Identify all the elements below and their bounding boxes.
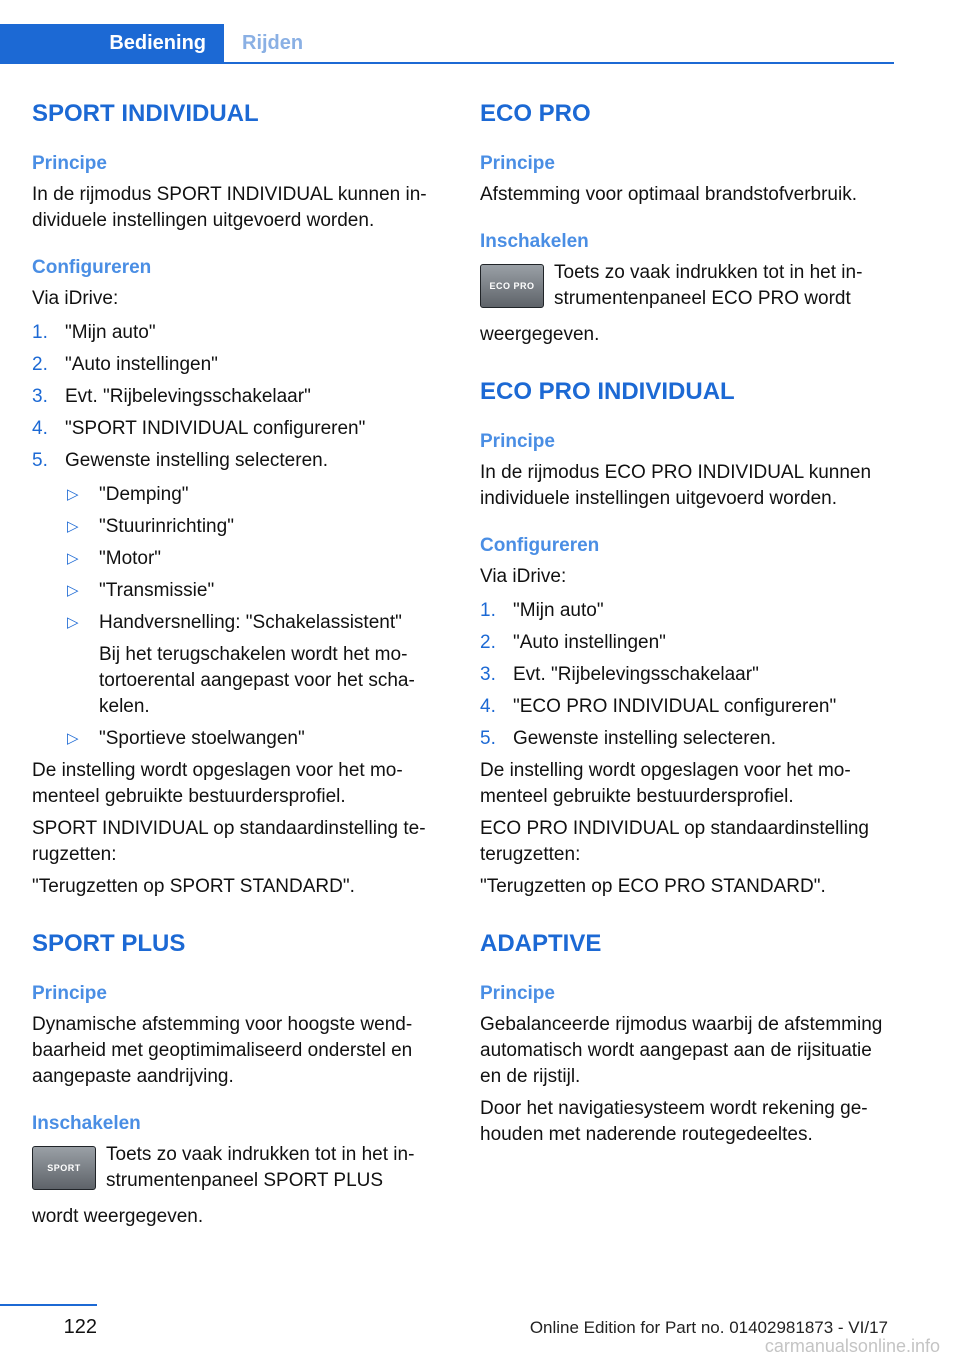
button-instruction-text: Toets zo vaak indrukken tot in het instrumentenpaneel SPORT PLUS [106, 1144, 415, 1191]
right-column [480, 98, 896, 1154]
step-text: Evt. "Rijbelevingsschakelaar" [513, 664, 759, 685]
saved-text: De instelling wordt opgeslagen voor het momenteel gebruikte bestuurdersprofiel. [32, 760, 403, 807]
step-text: "Auto instellingen" [513, 632, 666, 653]
list-item [32, 352, 448, 378]
triangle-bullet-icon: ▷ [67, 518, 79, 535]
suboption-text: "Demping" [99, 484, 189, 505]
reset-text: SPORT INDIVIDUAL op standaardinstelling terugzetten: [32, 818, 426, 865]
left-column [32, 98, 448, 1236]
reset-option: "Terugzetten op ECO PRO STANDARD". [480, 876, 826, 897]
heading-principe: Principe [32, 983, 107, 1004]
step-text: "ECO PRO INDIVIDUAL configureren" [513, 696, 837, 717]
step-text: Gewenste instelling selecteren. [65, 450, 328, 471]
button-instruction-continued: weergegeven. [480, 324, 600, 345]
watermark: carmanualsonline.info [764, 1336, 940, 1356]
triangle-bullet-icon: ▷ [67, 550, 79, 567]
step-number: 5. [480, 728, 496, 749]
principe-text: Gebalanceerde rijmodus waarbij de afstemming automatisch wordt aangepast aan de rijsituatie en de rijstijl. [480, 1014, 883, 1087]
edition-text: Online Edition for Part no. 01402981873 - VI/17 [529, 1318, 888, 1337]
saved-text: De instelling wordt opgeslagen voor het momenteel gebruikte bestuurdersprofiel. [480, 760, 851, 807]
list-item [480, 630, 896, 656]
principe-text: Afstemming voor optimaal brandstofverbruik. [480, 184, 857, 205]
list-item [32, 416, 448, 442]
header-tabbar [0, 24, 894, 64]
config-intro: Via iDrive: [480, 566, 567, 587]
principe-text: In de rijmodus SPORT INDIVIDUAL kunnen individuele instellingen uitgevoerd worden. [32, 184, 427, 231]
suboption-text: Handversnelling: "Schakelassistent" [99, 612, 402, 633]
button-instruction-text: Toets zo vaak indrukken tot in het instrumentenpaneel ECO PRO wordt [554, 262, 863, 309]
heading-principe: Principe [480, 431, 555, 452]
step-number: 4. [480, 696, 496, 717]
heading-principe: Principe [480, 983, 555, 1004]
list-item [480, 694, 896, 720]
list-item [480, 726, 896, 752]
step-text: "Mijn auto" [513, 600, 604, 621]
list-item [480, 598, 896, 624]
heading-configureren: Configureren [32, 257, 152, 278]
config-steps [480, 598, 896, 752]
tab-bediening[interactable]: Bediening [0, 24, 224, 62]
list-item [65, 482, 448, 508]
button-instruction [32, 1142, 448, 1198]
footer-divider [0, 1304, 97, 1306]
section-title-eco-pro: ECO PRO [480, 100, 591, 127]
heading-inschakelen: Inschakelen [480, 231, 589, 252]
step-number: 3. [32, 386, 48, 407]
tab-rijden[interactable]: Rijden [242, 31, 304, 54]
suboption-text: "Sportieve stoelwangen" [99, 728, 305, 749]
list-item [65, 726, 448, 752]
heading-principe: Principe [32, 153, 107, 174]
suboption-text: "Stuurinrichting" [99, 516, 234, 537]
triangle-bullet-icon: ▷ [67, 730, 79, 747]
triangle-bullet-icon: ▷ [67, 486, 79, 503]
page-number: 122 [63, 1316, 97, 1338]
step-number: 3. [480, 664, 496, 685]
suboption-text: "Transmissie" [99, 580, 215, 601]
section-title-sport-plus: SPORT PLUS [32, 930, 186, 957]
suboption-text: "Motor" [99, 548, 162, 569]
list-item [32, 384, 448, 410]
triangle-bullet-icon: ▷ [67, 614, 79, 631]
suboption-note: Bij het terugschakelen wordt het motortoerental aangepast voor het schakelen. [99, 644, 415, 717]
step-number: 2. [480, 632, 496, 653]
list-item [65, 546, 448, 572]
section-title-sport-individual: SPORT INDIVIDUAL [32, 100, 259, 127]
section-title-adaptive: ADAPTIVE [480, 930, 602, 957]
suboption-list [65, 482, 448, 752]
list-item [32, 448, 448, 752]
button-instruction [480, 260, 896, 316]
eco-pro-button-icon: ECO PRO [480, 264, 544, 308]
step-text: Evt. "Rijbelevingsschakelaar" [65, 386, 311, 407]
navigation-text: Door het navigatiesysteem wordt rekening gehouden met naderende routegedeeltes. [480, 1098, 868, 1145]
step-text: "SPORT INDIVIDUAL configureren" [65, 418, 366, 439]
step-number: 1. [32, 322, 48, 343]
list-item [65, 610, 448, 720]
step-number: 2. [32, 354, 48, 375]
list-item [65, 514, 448, 540]
heading-configureren: Configureren [480, 535, 600, 556]
step-text: "Mijn auto" [65, 322, 156, 343]
reset-text: ECO PRO INDIVIDUAL op standaardinstelling terugzetten: [480, 818, 869, 865]
principe-text: Dynamische afstemming voor hoogste wendbaarheid met geoptimimaliseerd onderstel en aangepaste aandrijving. [32, 1014, 413, 1087]
list-item [480, 662, 896, 688]
step-text: Gewenste instelling selecteren. [513, 728, 776, 749]
step-number: 5. [32, 450, 48, 471]
section-title-eco-pro-individual: ECO PRO INDIVIDUAL [480, 378, 735, 405]
list-item [32, 320, 448, 346]
heading-inschakelen: Inschakelen [32, 1113, 141, 1134]
reset-option: "Terugzetten op SPORT STANDARD". [32, 876, 355, 897]
heading-principe: Principe [480, 153, 555, 174]
sport-button-icon: SPORT [32, 1146, 96, 1190]
step-number: 4. [32, 418, 48, 439]
config-steps [32, 320, 448, 752]
button-instruction-continued: wordt weergegeven. [32, 1206, 204, 1227]
list-item [65, 578, 448, 604]
triangle-bullet-icon: ▷ [67, 582, 79, 599]
principe-text: In de rijmodus ECO PRO INDIVIDUAL kunnen individuele instellingen uitgevoerd worden. [480, 462, 872, 509]
step-number: 1. [480, 600, 496, 621]
step-text: "Auto instellingen" [65, 354, 218, 375]
config-intro: Via iDrive: [32, 288, 119, 309]
